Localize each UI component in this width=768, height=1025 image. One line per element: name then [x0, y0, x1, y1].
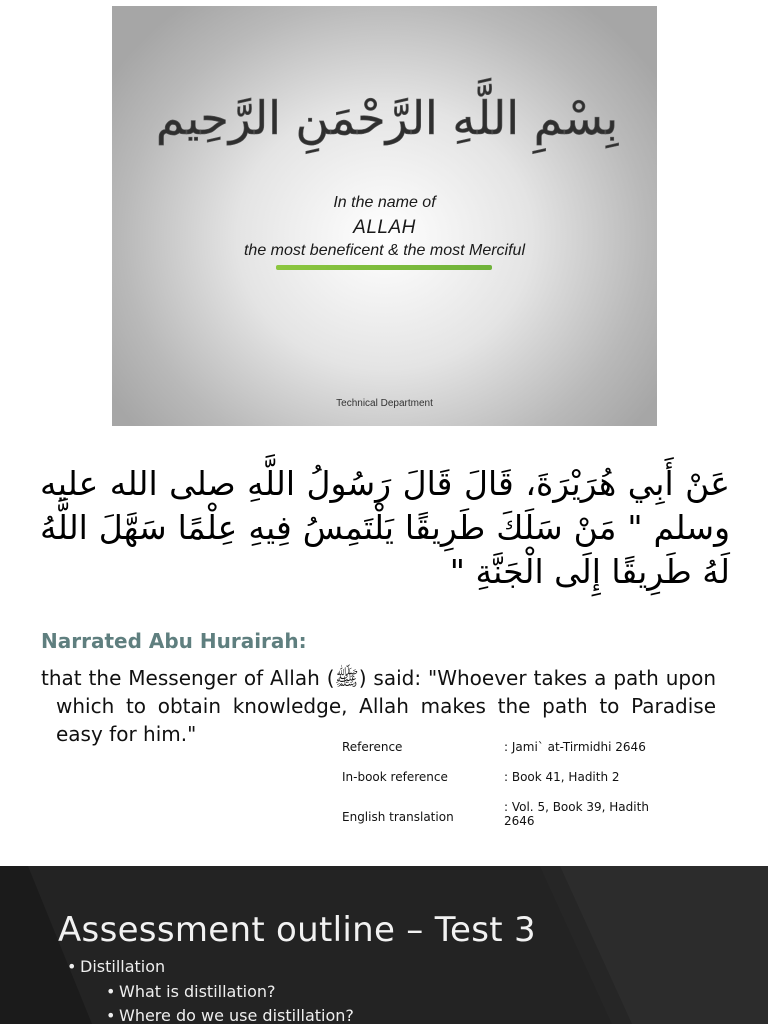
- bismillah-calligraphy: [155, 72, 619, 172]
- reference-label: In-book reference: [342, 770, 448, 784]
- reference-row: [342, 766, 672, 796]
- reference-table: [342, 736, 672, 838]
- hadith-english-text: that the Messenger of Allah (ﷺ) said: "Whoever takes a path upon which to obtain knowledge, Allah makes the path to Paradise easy for him.": [41, 666, 716, 746]
- reference-row: [342, 736, 672, 766]
- bismillah-slide: [112, 6, 657, 426]
- reference-value: : Vol. 5, Book 39, Hadith 2646: [504, 800, 649, 828]
- bullet-item: • Where do we use distillation?: [119, 1006, 354, 1025]
- reference-value: : Book 41, Hadith 2: [504, 770, 620, 784]
- accent-underline: [276, 265, 492, 270]
- slide1-line2: ALLAH: [353, 217, 416, 238]
- slide2-title: Assessment outline – Test 3: [58, 910, 536, 950]
- slide1-line3: the most beneficent & the most Merciful: [243, 242, 525, 259]
- assessment-slide: [0, 866, 768, 1024]
- bullet-item: • Distillation: [80, 957, 165, 976]
- reference-label: Reference: [342, 740, 403, 754]
- slide1-footer: Technical Department: [336, 398, 433, 409]
- reference-row: [342, 796, 672, 838]
- hadith-arabic-text: عَنْ أَبِي هُرَيْرَةَ، قَالَ قَالَ رَسُولُ اللَّهِ صلى الله عليه وسلم " مَنْ سَلَكَ طَرِيقًا يَلْتَمِسُ فِيهِ عِلْمًا سَهَّلَ اللَّهُ لَهُ طَرِيقًا إِلَى الْجَنَّةِ ": [40, 464, 730, 591]
- hadith-narrator: Narrated Abu Hurairah:: [41, 629, 307, 653]
- bullet-item: • What is distillation?: [119, 982, 275, 1001]
- bismillah-calligraphy-text: بِسْمِ اللَّهِ الرَّحْمَنِ الرَّحِيم: [155, 91, 619, 145]
- reference-value: : Jami` at-Tirmidhi 2646: [504, 740, 646, 754]
- reference-label: English translation: [342, 810, 454, 824]
- slide1-line1: In the name of: [333, 194, 436, 211]
